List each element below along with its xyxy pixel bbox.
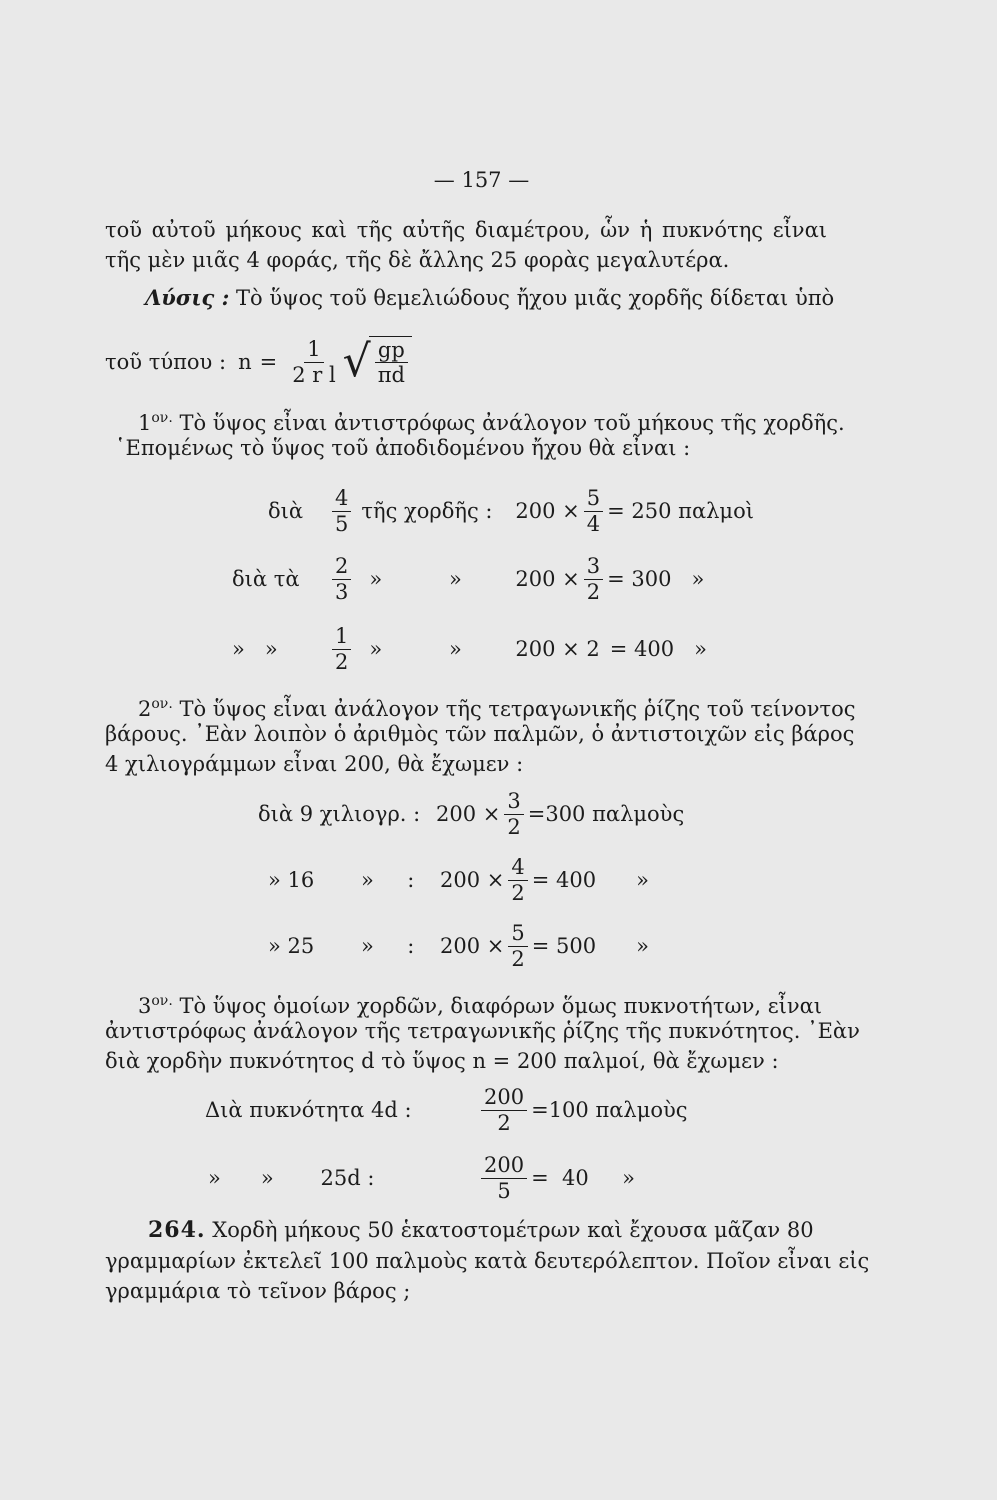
row-lead: » » (232, 637, 278, 661)
solution-label: Λύσις : (145, 285, 230, 310)
row-result: = 300 » (607, 567, 705, 591)
row-rhs-fraction (481, 1154, 527, 1201)
row-rhs-den: 2 (586, 579, 601, 604)
row-fraction (332, 625, 351, 672)
part2-label: 2 (138, 697, 152, 721)
row-fraction-den: 5 (335, 511, 349, 536)
part2-text-1: Τὸ ὕψος εἶναι ἀνάλογον τῆς τετραγωνικῆς ῥίζης τοῦ τείνοντος (179, 697, 856, 721)
row-result: = 40 » (531, 1166, 635, 1190)
row-fraction-num: 1 (332, 625, 351, 649)
part2-line-3: 4 χιλιογράμμων εἶναι 200, θὰ ἔχωμεν : (105, 752, 524, 776)
row-mid: τῆς χορδῆς : (361, 499, 493, 523)
part1-label: 1 (138, 411, 152, 435)
row-rhs-fraction (508, 922, 527, 969)
row-expr: 200 × (440, 868, 505, 892)
formula-prefix: τοῦ τύπου : (105, 350, 227, 374)
formula-lhs: n (238, 350, 252, 374)
row-fraction (332, 487, 351, 534)
row-fraction-num: 4 (332, 487, 351, 511)
row-expr: 200 × 2 (515, 637, 600, 661)
row-expr: 200 × (440, 934, 505, 958)
row-mid: » » (369, 567, 462, 591)
problem-line-3: γραμμάρια τὸ τεῖνον βάρος ; (105, 1279, 411, 1303)
part1-row-1 (268, 486, 754, 536)
part3-label: 3 (138, 994, 152, 1018)
part2-label-sup: ον. (151, 696, 173, 712)
row-result: = 400 » (609, 637, 707, 661)
formula-fraction-num: 1 (304, 338, 323, 362)
part3-line-2: ἀντιστρόφως ἀνάλογον τῆς τετραγωνικῆς ῥίζης τῆς πυκνότητος. ᾿Εὰν (105, 1019, 860, 1043)
row-expr: 200 × (436, 802, 501, 826)
radicand-fraction (375, 339, 408, 386)
solution-line (145, 284, 835, 312)
part1-label-sup: ον. (151, 410, 173, 426)
row-rhs-den: 4 (586, 511, 601, 536)
radicand-num: gp (375, 339, 408, 363)
row-rhs-fraction (584, 555, 603, 602)
part1-line-2: ῾Επομένως τὸ ὕψος τοῦ ἀποδιδομένου ἤχου θὰ εἶναι : (115, 436, 691, 460)
part2-row-2 (268, 854, 649, 906)
row-result: = 500 » (531, 934, 649, 958)
row-fraction-den: 2 (335, 649, 349, 674)
part3-line-1 (138, 987, 827, 1020)
row-rhs-num: 5 (508, 922, 527, 946)
row-result: =300 παλμοὺς (527, 802, 685, 826)
row-lead: » » 25d : (208, 1166, 375, 1190)
formula-fraction-den: 2 r l (292, 362, 336, 387)
row-lead: Διὰ πυκνότητα 4d : (205, 1098, 412, 1122)
problem-text-1: Χορδὴ μήκους 50 ἑκατοστομέτρων καὶ ἔχουσα μᾶζαν 80 (212, 1218, 814, 1242)
row-rhs-num: 4 (508, 856, 527, 880)
part3-row-1 (205, 1082, 688, 1138)
row-rhs-fraction (504, 790, 523, 837)
part1-text-1: Τὸ ὕψος εἶναι ἀντιστρόφως ἀνάλογον τοῦ μήκους τῆς χορδῆς. (179, 411, 845, 435)
row-rhs-den: 2 (507, 814, 521, 839)
row-rhs-fraction (508, 856, 527, 903)
row-fraction-num: 2 (332, 555, 351, 579)
row-rhs-den: 2 (511, 946, 525, 971)
row-rhs-den: 2 (511, 880, 525, 905)
radicand-den: πd (377, 363, 405, 387)
problem-line-2: γραμμαρίων ἐκτελεῖ 100 παλμοὺς κατὰ δευτερόλεπτον. Ποῖον εἶναι εἰς (105, 1249, 870, 1273)
formula-line (105, 332, 412, 392)
radicand (369, 336, 412, 388)
part3-row-2 (208, 1150, 635, 1206)
row-rhs-num: 200 (481, 1154, 527, 1178)
intro-line-1: τοῦ αὐτοῦ μήκους καὶ τῆς αὐτῆς διαμέτρου, ὧν ἡ πυκνότης εἶναι (105, 218, 827, 242)
row-lead: διὰ (268, 499, 304, 523)
solution-text: Τὸ ὕψος τοῦ θεμελιώδους ἤχου μιᾶς χορδῆς δίδεται ὑπὸ (236, 286, 835, 310)
row-rhs-fraction (481, 1086, 527, 1133)
part3-line-3: διὰ χορδὴν πυκνότητος d τὸ ὕψος n = 200 παλμοί, θὰ ἔχωμεν : (105, 1049, 779, 1073)
row-expr: 200 × (515, 499, 580, 523)
row-expr: 200 × (515, 567, 580, 591)
part2-line-2: βάρους. ᾿Εὰν λοιπὸν ὁ ἀριθμὸς τῶν παλμῶν, ὁ ἀντιστοιχῶν εἰς βάρος (105, 722, 855, 746)
row-rhs-den: 2 (497, 1110, 511, 1135)
formula-fraction (289, 338, 338, 385)
problem-line-1 (148, 1216, 827, 1244)
part1-row-2 (232, 554, 704, 604)
row-mid: » » (369, 637, 462, 661)
part2-row-1 (258, 788, 684, 840)
row-result: = 400 » (531, 868, 649, 892)
formula-sqrt (343, 336, 412, 388)
radical-sign: √ (342, 336, 371, 387)
part1-row-3 (232, 624, 707, 674)
problem-number: 264. (148, 1217, 206, 1243)
part2-line-1 (138, 690, 856, 723)
row-rhs-num: 200 (481, 1086, 527, 1110)
row-result: = 250 παλμοὶ (607, 499, 754, 523)
row-fraction (332, 555, 351, 602)
formula-eq: = (259, 350, 278, 374)
row-rhs-num: 5 (584, 487, 603, 511)
part1-line-1 (138, 404, 845, 437)
row-lead: διὰ 9 χιλιογρ. : (258, 802, 421, 826)
page-number: — 157 — (433, 168, 530, 192)
row-rhs-num: 3 (504, 790, 523, 814)
part3-label-sup: ον. (151, 993, 173, 1009)
intro-line-2: τῆς μὲν μιᾶς 4 φοράς, τῆς δὲ ἄλλης 25 φορὰς μεγαλυτέρα. (105, 248, 730, 272)
part3-text-1: Τὸ ὕψος ὁμοίων χορδῶν, διαφόρων ὅμως πυκνοτήτων, εἶναι (179, 994, 823, 1018)
row-rhs-den: 5 (497, 1178, 511, 1203)
row-lead: διὰ τὰ (232, 567, 300, 591)
row-rhs-num: 3 (584, 555, 603, 579)
row-fraction-den: 3 (335, 579, 349, 604)
row-result: =100 παλμοὺς (531, 1098, 688, 1122)
row-lead: » 25 » : (268, 934, 415, 958)
row-lead: » 16 » : (268, 868, 415, 892)
part2-row-3 (268, 920, 649, 972)
row-rhs-fraction (584, 487, 603, 534)
